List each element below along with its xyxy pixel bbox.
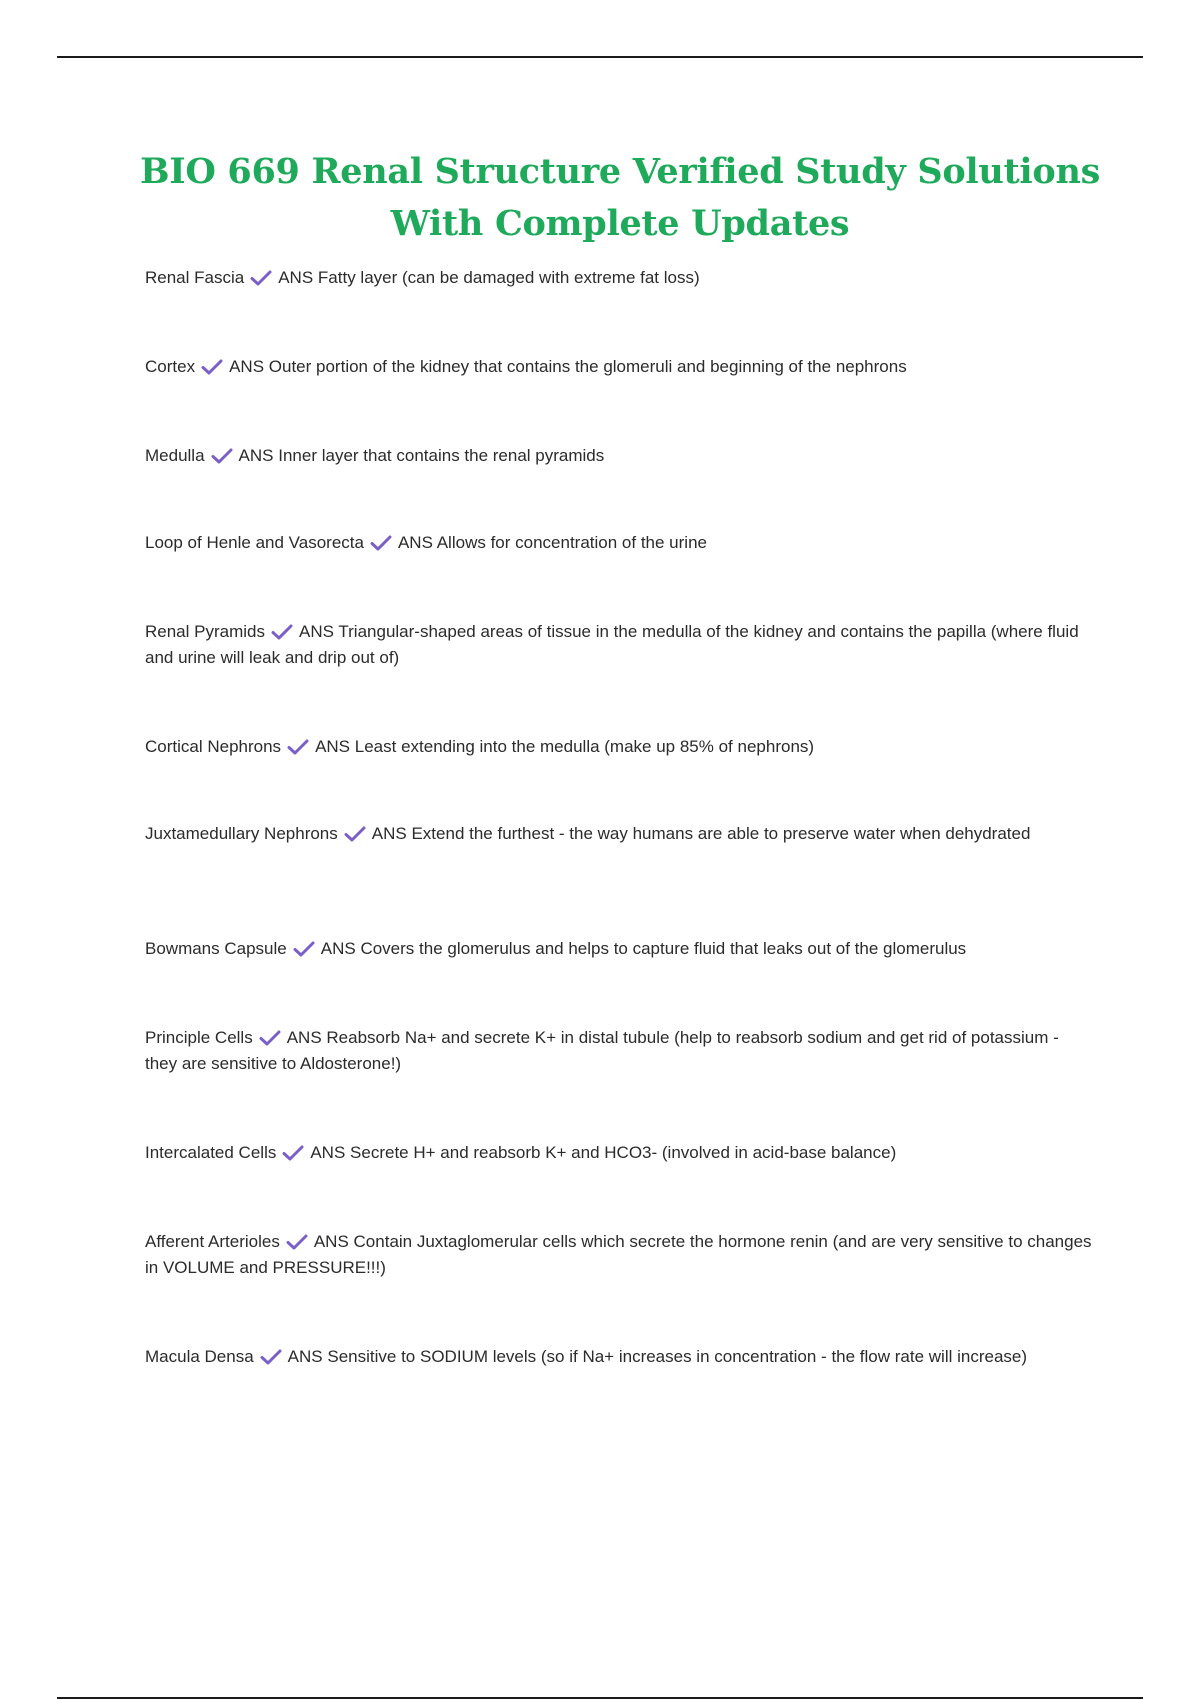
entry-term: Renal Fascia xyxy=(145,268,245,287)
answer-prefix: ANS xyxy=(287,1347,323,1366)
entry-term: Loop of Henle and Vasorecta xyxy=(145,533,364,552)
entry-answer: Inner layer that contains the renal pyramids xyxy=(278,446,605,465)
checkmark-icon xyxy=(287,739,309,755)
qa-entry-afferent-arterioles xyxy=(145,1229,1095,1281)
entry-answer: Outer portion of the kidney that contains the glomeruli and beginning of the nephrons xyxy=(268,357,907,376)
answer-prefix: ANS xyxy=(397,533,433,552)
answer-prefix: ANS xyxy=(278,268,314,287)
checkmark-icon xyxy=(282,1145,304,1161)
entry-term: Cortex xyxy=(145,357,196,376)
checkmark-icon xyxy=(370,535,392,551)
entry-answer: Secrete H+ and reabsorb K+ and HCO3- (involved in acid-base balance) xyxy=(350,1143,897,1162)
answer-prefix: ANS xyxy=(238,446,274,465)
entry-answer: Reabsorb Na+ and secrete K+ in distal tubule (help to reabsorb sodium and get rid of potassium - they are sensitive to Aldosterone!) xyxy=(145,1028,1059,1073)
entry-term: Bowmans Capsule xyxy=(145,939,287,958)
answer-prefix: ANS xyxy=(313,1232,349,1251)
entry-answer: Allows for concentration of the urine xyxy=(436,533,707,552)
qa-entry-cortex xyxy=(145,354,1095,380)
footer-rule xyxy=(57,1697,1143,1699)
qa-entry-renal-pyramids xyxy=(145,619,1095,671)
checkmark-icon xyxy=(211,448,233,464)
entry-answer: Contain Juxtaglomerular cells which secrete the hormone renin (and are very sensitive to changes in VOLUME and PRESSURE!!!) xyxy=(145,1232,1092,1277)
checkmark-icon xyxy=(293,941,315,957)
entry-answer: Triangular-shaped areas of tissue in the medulla of the kidney and contains the papilla (where fluid and urine will leak and drip out of) xyxy=(145,622,1079,667)
qa-entry-intercalated-cells xyxy=(145,1140,1095,1166)
answer-prefix: ANS xyxy=(299,622,334,641)
qa-entry-macula-densa xyxy=(145,1344,1095,1370)
document-title: BIO 669 Renal Structure Verified Study Solutions With Complete Updates xyxy=(139,151,1100,244)
entry-answer: Least extending into the medulla (make up 85% of nephrons) xyxy=(354,737,815,756)
entry-term: Afferent Arterioles xyxy=(145,1232,280,1251)
qa-list xyxy=(145,0,1095,1700)
entry-term: Principle Cells xyxy=(145,1028,253,1047)
entry-term: Intercalated Cells xyxy=(145,1143,277,1162)
qa-entry-principle-cells xyxy=(145,1025,1095,1077)
checkmark-icon xyxy=(271,624,293,640)
checkmark-icon xyxy=(344,826,366,842)
qa-entry-renal-fascia xyxy=(145,265,1095,291)
entry-term: Cortical Nephrons xyxy=(145,737,282,756)
checkmark-icon xyxy=(260,1349,282,1365)
checkmark-icon xyxy=(286,1234,308,1250)
qa-entry-bowmans-capsule xyxy=(145,936,1095,962)
entry-term: Macula Densa xyxy=(145,1347,254,1366)
qa-entry-juxtamedullary-nephrons xyxy=(145,821,1095,847)
qa-entry-cortical-nephrons xyxy=(145,734,1095,760)
entry-term: Medulla xyxy=(145,446,205,465)
checkmark-icon xyxy=(259,1030,281,1046)
entry-term: Renal Pyramids xyxy=(145,622,265,641)
answer-prefix: ANS xyxy=(320,939,356,958)
answer-prefix: ANS xyxy=(310,1143,346,1162)
entry-answer: Extend the furthest - the way humans are able to preserve water when dehydrated xyxy=(411,824,1031,843)
answer-prefix: ANS xyxy=(315,737,351,756)
answer-prefix: ANS xyxy=(371,824,407,843)
entry-term: Juxtamedullary Nephrons xyxy=(145,824,338,843)
entry-answer: Covers the glomerulus and helps to capture fluid that leaks out of the glomerulus xyxy=(360,939,967,958)
checkmark-icon xyxy=(201,359,223,375)
answer-prefix: ANS xyxy=(229,357,265,376)
qa-entry-medulla xyxy=(145,443,1095,469)
entry-answer: Fatty layer (can be damaged with extreme fat loss) xyxy=(317,268,700,287)
checkmark-icon xyxy=(250,270,272,286)
entry-answer: Sensitive to SODIUM levels (so if Na+ increases in concentration - the flow rate will increase) xyxy=(327,1347,1028,1366)
answer-prefix: ANS xyxy=(286,1028,322,1047)
qa-entry-loop-of-henle xyxy=(145,530,1095,556)
